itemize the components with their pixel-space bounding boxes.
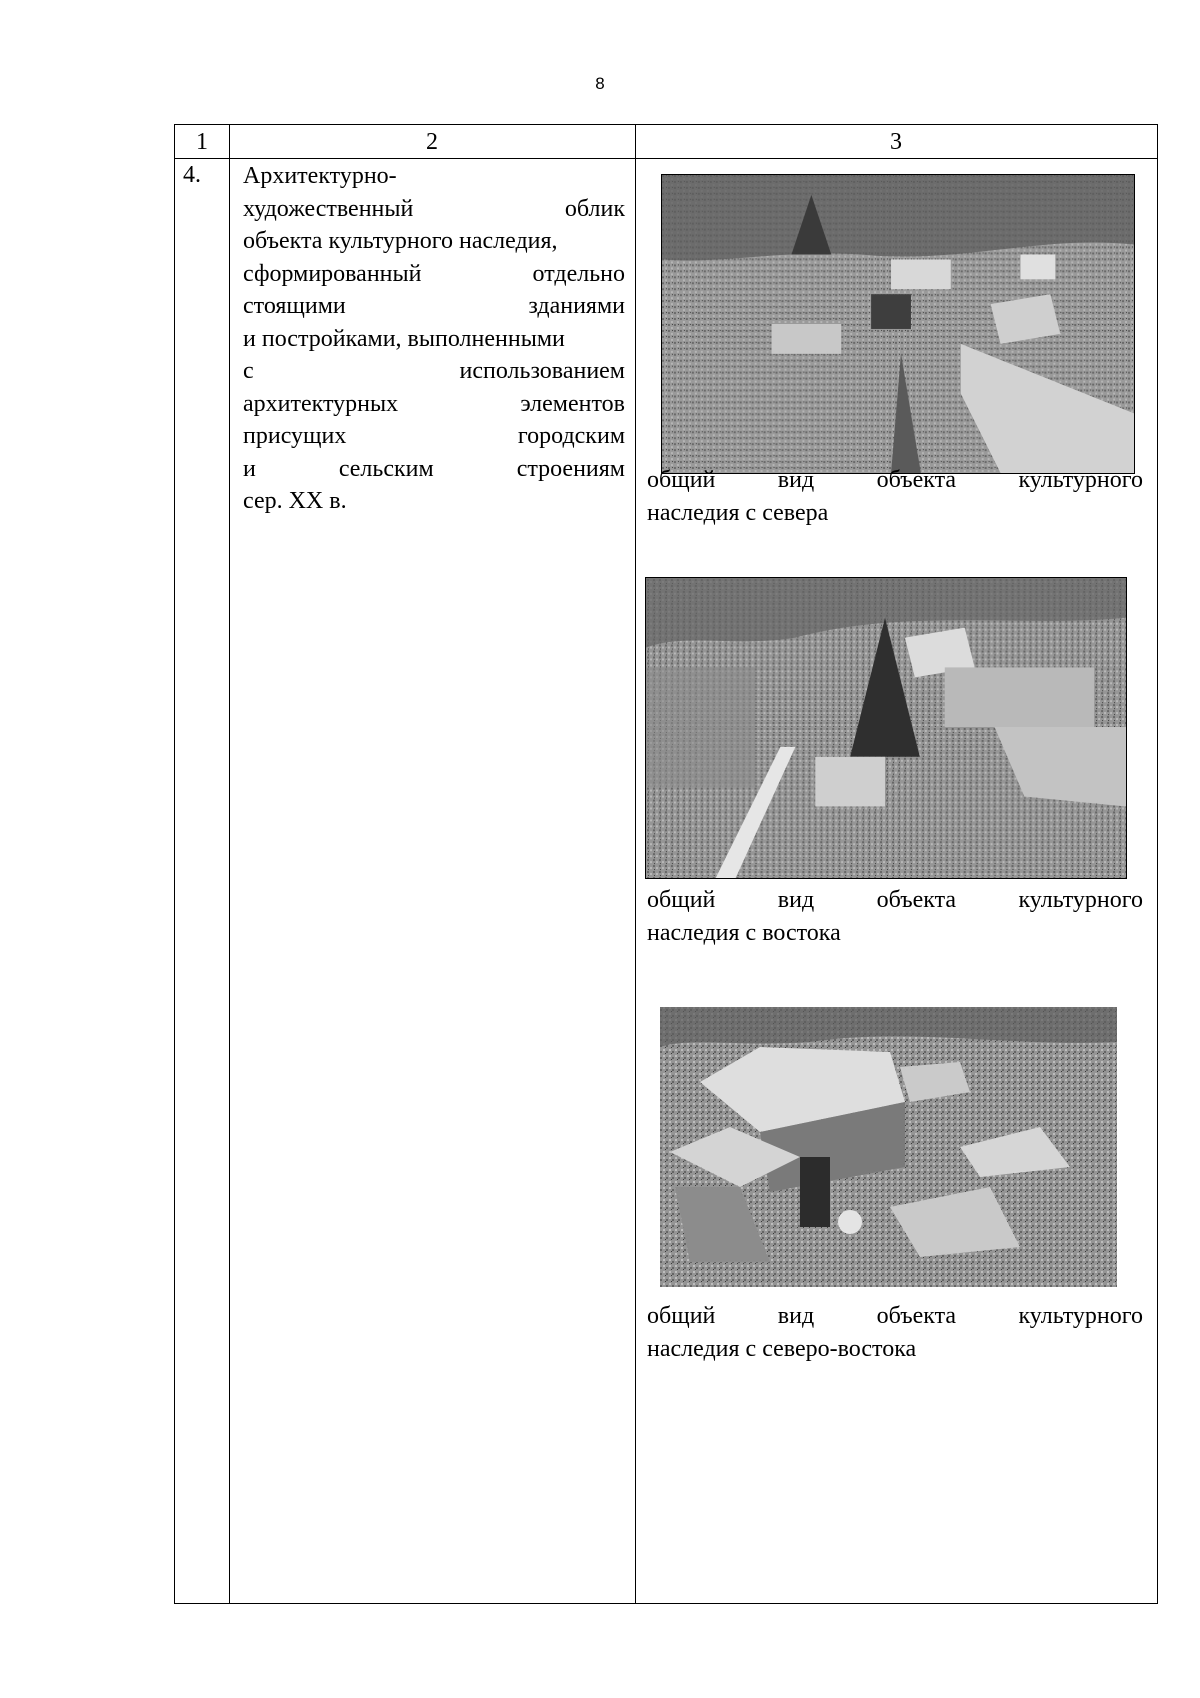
word: объекта (876, 467, 957, 493)
caption-line (647, 917, 1143, 950)
word: общий (647, 887, 716, 913)
column-header-1: 1 (196, 129, 208, 155)
header-divider (175, 158, 1157, 159)
word: городским (517, 423, 625, 449)
photo-caption-northeast (647, 1300, 1143, 1366)
word: художественный (243, 195, 414, 222)
word: вид (777, 887, 815, 913)
word: стоящими (243, 293, 346, 319)
heritage-table (174, 124, 1158, 1604)
photo-caption-north (647, 464, 1143, 530)
aerial-photo-east (645, 577, 1127, 879)
column-divider (229, 125, 230, 1603)
description-line (243, 355, 625, 388)
column-header-2: 2 (426, 129, 438, 155)
column-divider (635, 125, 636, 1603)
word: наследия с северо-востока (647, 1336, 917, 1362)
word: использованием (459, 358, 625, 384)
word: объекта (876, 887, 957, 913)
description-line (243, 290, 625, 323)
aerial-photo-northeast (660, 1007, 1117, 1287)
word: зданиями (528, 293, 625, 319)
object-description (243, 160, 625, 518)
description-line (243, 388, 625, 421)
word: облик (564, 195, 625, 222)
description-line (243, 225, 625, 258)
word: объекта (876, 1303, 957, 1329)
description-line (243, 160, 625, 193)
description-line (243, 453, 625, 486)
word: культурного (1018, 1303, 1143, 1329)
word: вид (777, 1303, 815, 1329)
caption-line (647, 1333, 1143, 1366)
word: наследия с востока (647, 920, 841, 946)
word: и (243, 455, 256, 482)
column-header-3: 3 (890, 129, 902, 155)
caption-line (647, 464, 1143, 497)
word: сформированный (243, 260, 422, 287)
word: объекта культурного наследия, (243, 228, 558, 254)
photo-caption-east (647, 884, 1143, 950)
description-line (243, 420, 625, 453)
word: строениям (516, 455, 625, 482)
description-line (243, 258, 625, 291)
word: вид (777, 467, 815, 493)
word: отдельно (532, 260, 625, 287)
aerial-photo-north (661, 174, 1135, 474)
word: общий (647, 467, 716, 493)
word: архитектурных (243, 390, 399, 417)
row-number: 4. (183, 162, 201, 188)
description-line (243, 323, 625, 356)
caption-line (647, 884, 1143, 917)
word: сер. XX в. (243, 488, 347, 514)
word: с (243, 358, 254, 384)
word: и постройками, выполненными (243, 325, 565, 352)
word: культурного (1018, 887, 1143, 913)
word: присущих (243, 423, 347, 449)
description-line (243, 193, 625, 226)
word: элементов (520, 390, 625, 417)
word: наследия с севера (647, 500, 829, 526)
caption-line (647, 1300, 1143, 1333)
word: культурного (1018, 467, 1143, 493)
word: общий (647, 1303, 716, 1329)
word: Архитектурно- (243, 163, 397, 189)
description-line (243, 485, 625, 518)
word: сельским (338, 455, 434, 482)
page-number: 8 (595, 74, 605, 93)
caption-line (647, 497, 1143, 530)
